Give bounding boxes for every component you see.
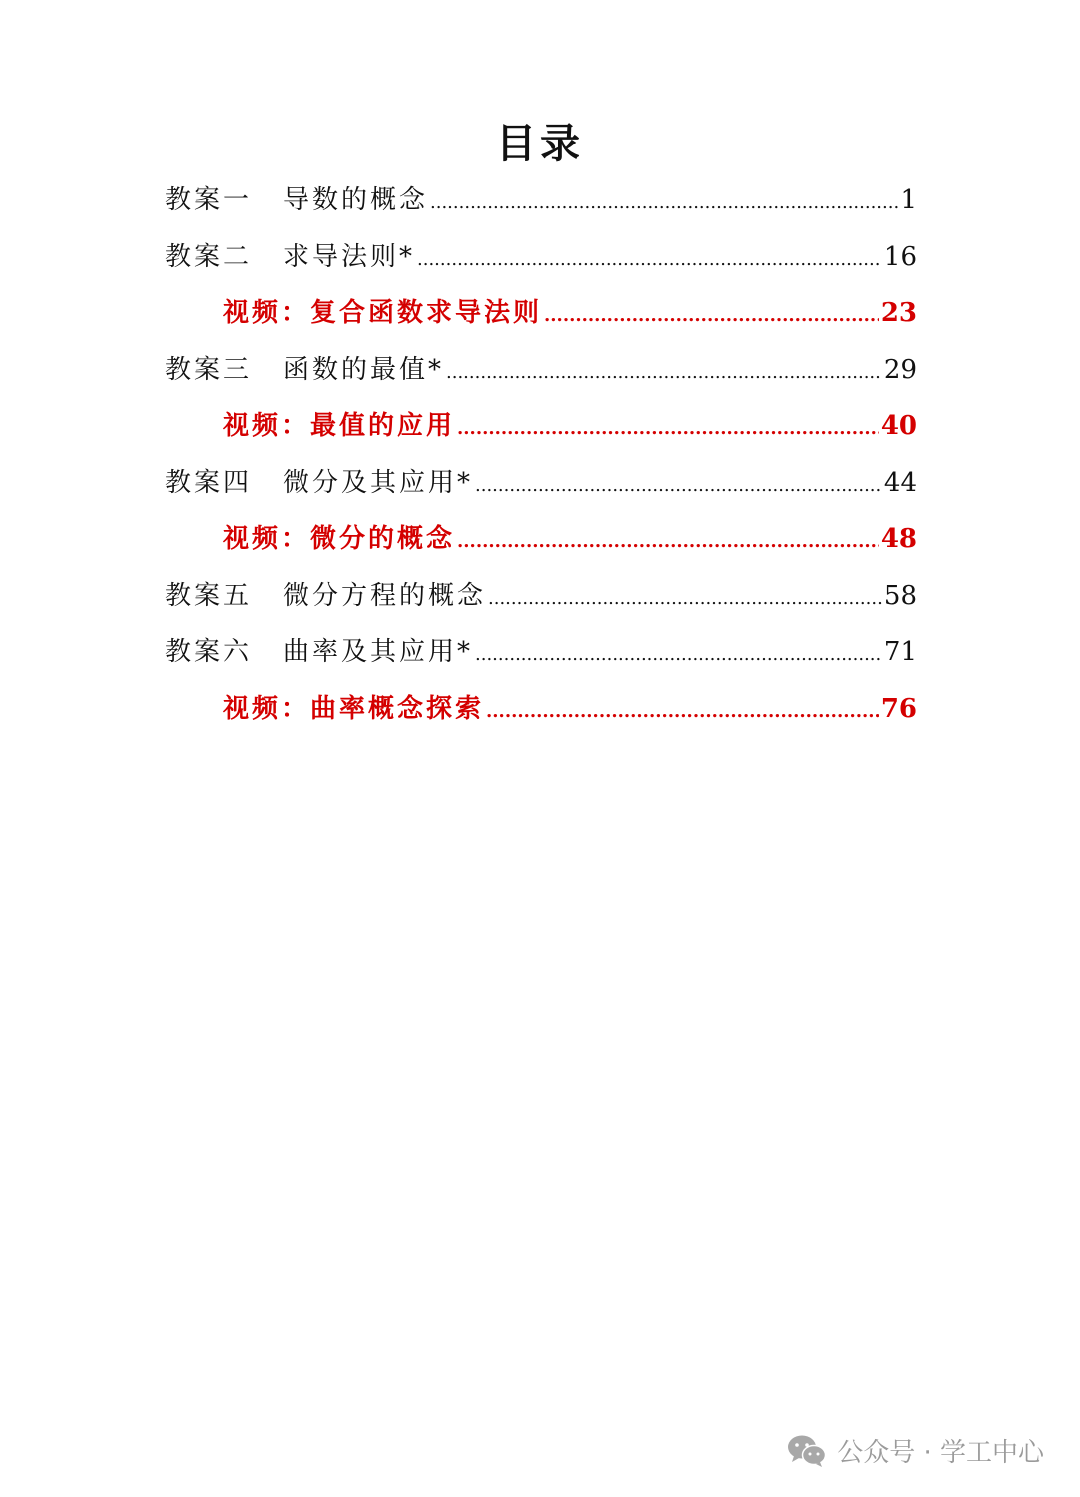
toc-video-entry-4[interactable] bbox=[165, 685, 917, 742]
toc-video-entry-2[interactable] bbox=[165, 402, 917, 459]
entry-number: 教案二 bbox=[165, 241, 253, 272]
table-of-contents bbox=[165, 176, 917, 741]
dot-leader bbox=[475, 631, 882, 679]
dot-leader bbox=[417, 236, 882, 284]
entry-number: 教案三 bbox=[165, 354, 253, 385]
entry-page-number: 48 bbox=[880, 524, 917, 554]
entry-number: 教案六 bbox=[165, 637, 253, 667]
toc-entry-3[interactable] bbox=[165, 346, 917, 403]
entry-page-number: 23 bbox=[880, 298, 917, 328]
entry-number: 教案四 bbox=[165, 467, 253, 498]
entry-number: 教案一 bbox=[165, 185, 253, 215]
toc-video-entry-1[interactable] bbox=[165, 289, 917, 346]
page-title: 目录 bbox=[496, 120, 584, 167]
entry-page-number: 76 bbox=[880, 693, 917, 724]
entry-title: 视频：曲率概念探索 bbox=[223, 693, 485, 724]
entry-page-number: 71 bbox=[883, 637, 917, 667]
toc-entry-1[interactable] bbox=[165, 176, 917, 233]
toc-entry-4[interactable] bbox=[165, 459, 917, 516]
entry-title: 曲率及其应用* bbox=[283, 637, 474, 667]
entry-page-number: 29 bbox=[883, 354, 917, 385]
dot-leader bbox=[457, 518, 879, 566]
dot-leader bbox=[475, 462, 882, 510]
toc-video-entry-3[interactable] bbox=[165, 515, 917, 572]
entry-title: 函数的最值* bbox=[283, 354, 445, 385]
entry-title: 视频：最值的应用 bbox=[223, 411, 456, 441]
toc-entry-2[interactable] bbox=[165, 233, 917, 290]
entry-page-number: 16 bbox=[883, 241, 917, 272]
dot-leader bbox=[446, 349, 882, 397]
entry-title: 微分方程的概念 bbox=[283, 580, 487, 611]
entry-number: 教案五 bbox=[165, 580, 253, 611]
toc-entry-6[interactable] bbox=[165, 628, 917, 685]
dot-leader bbox=[457, 405, 879, 453]
entry-page-number: 58 bbox=[883, 580, 917, 611]
entry-title: 导数的概念 bbox=[283, 185, 429, 215]
wechat-icon bbox=[787, 1434, 827, 1468]
watermark-footer bbox=[787, 1432, 1044, 1469]
entry-title: 求导法则* bbox=[283, 241, 416, 272]
entry-page-number: 44 bbox=[883, 467, 917, 498]
footer-text: 公众号 · 学工中心 bbox=[837, 1438, 1044, 1468]
toc-entry-5[interactable] bbox=[165, 572, 917, 629]
entry-title: 视频：复合函数求导法则 bbox=[223, 298, 543, 328]
entry-page-number: 1 bbox=[900, 185, 917, 215]
dot-leader bbox=[488, 575, 882, 623]
entry-title: 视频：微分的概念 bbox=[223, 524, 456, 554]
dot-leader bbox=[486, 688, 879, 736]
dot-leader bbox=[544, 292, 879, 340]
dot-leader bbox=[430, 179, 898, 227]
entry-title: 微分及其应用* bbox=[283, 467, 474, 498]
entry-page-number: 40 bbox=[880, 411, 917, 441]
